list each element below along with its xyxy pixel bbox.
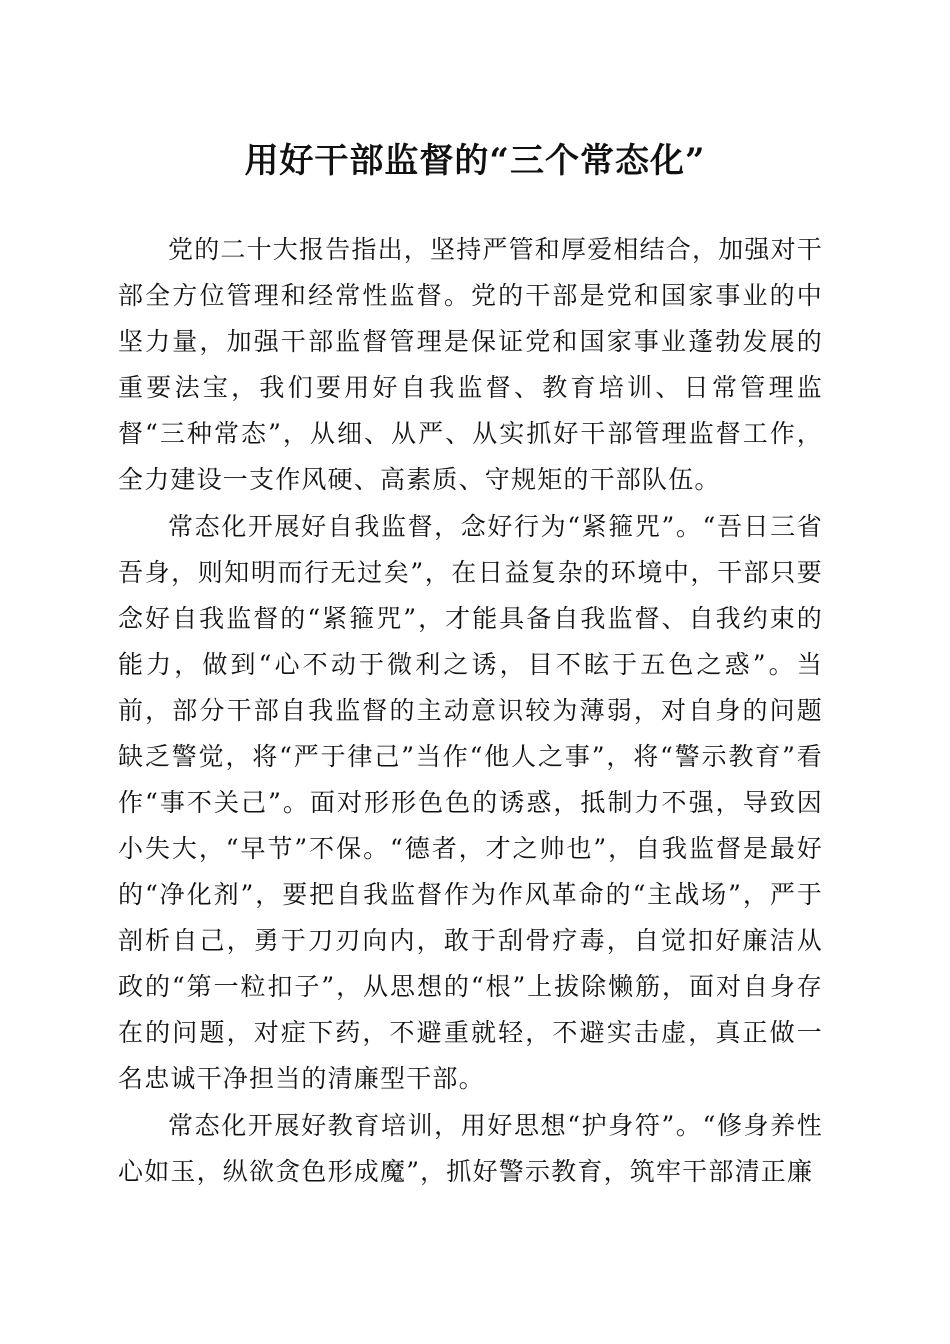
document-body: [118, 227, 823, 1196]
paragraph-self-supervision: 常态化开展好自我监督，念好行为“紧箍咒”。“吾日三省吾身，则知明而行无过矣”，在日益复杂的环境中，干部只要念好自我监督的“紧箍咒”，才能具备自我监督、自我约束的能力，做到“心不动于微利之诱，目不眩于五色之惑”。当前，部分干部自我监督的主动意识较为薄弱，对自身的问题缺乏警觉，将“严于律己”当作“他人之事”，将“警示教育”看作“事不关己”。面对形形色色的诱惑，抵制力不强，导致因小失大，“早节”不保。“德者，才之帅也”，自我监督是最好的“净化剂”，要把自我监督作为作风革命的“主战场”，严于剖析自己，勇于刀刃向内，敢于刮骨疗毒，自觉扣好廉洁从政的“第一粒扣子”，从思想的“根”上拔除懒筋，面对自身存在的问题，对症下药，不避重就轻，不避实击虚，真正做一名忠诚干净担当的清廉型干部。: [118, 512, 823, 1093]
paragraph-education-training: 常态化开展好教育培训，用好思想“护身符”。“修身养性心如玉，纵欲贪色形成魔”，抓好警示教育，筑牢干部清正廉: [118, 1111, 823, 1186]
paragraph-intro: 党的二十大报告指出，坚持严管和厚爱相结合，加强对干部全方位管理和经常性监督。党的干部是党和国家事业的中坚力量，加强干部监督管理是保证党和国家事业蓬勃发展的重要法宝，我们要用好自我监督、教育培训、日常管理监督“三种常态”，从细、从严、从实抓好干部管理监督工作，全力建设一支作风硬、高素质、守规矩的干部队伍。: [118, 235, 824, 494]
document-title: 用好干部监督的“三个常态化”: [244, 141, 706, 181]
